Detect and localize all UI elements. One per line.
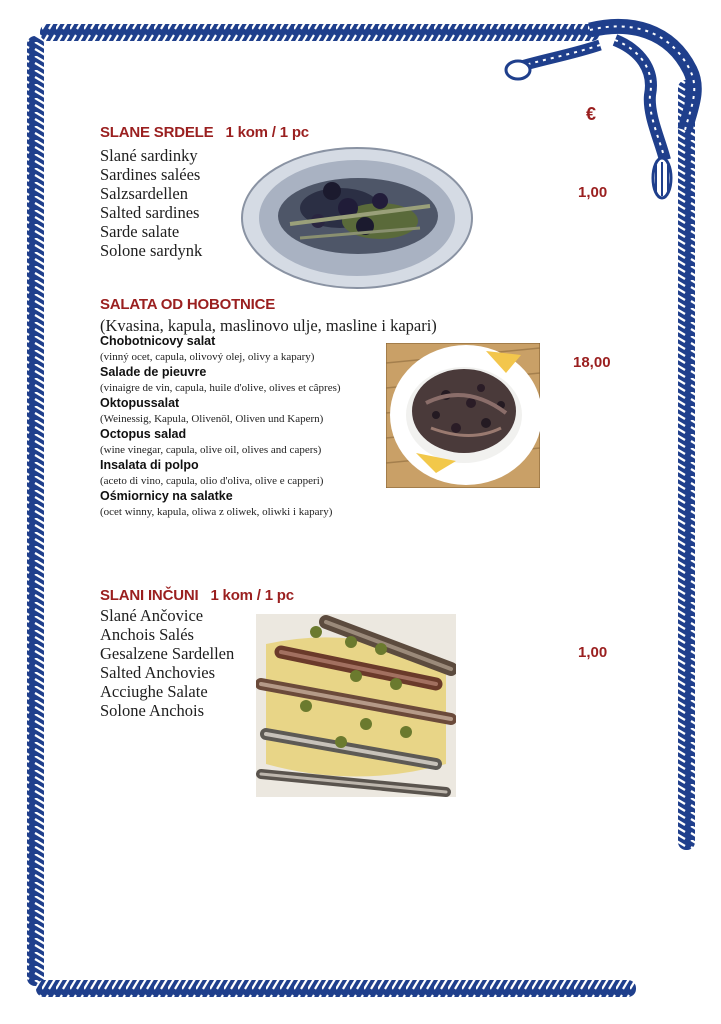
list-item: Sardines salées bbox=[100, 165, 201, 184]
list-item: Anchois Salés bbox=[100, 625, 194, 644]
octopus-item-name: Ośmiornicy na salatke bbox=[100, 489, 233, 503]
list-item: Slané sardinky bbox=[100, 146, 198, 165]
octopus-item-desc: (aceto di vino, capula, olio d'oliva, olive e capperi) bbox=[100, 475, 324, 487]
anchovies-photo bbox=[256, 614, 456, 797]
anchovies-names-list bbox=[100, 606, 234, 720]
sardines-heading bbox=[100, 124, 309, 141]
octopus-item-desc: (vinný ocet, capula, olivový olej, olivy a kapary) bbox=[100, 351, 315, 363]
octopus-ingredients: (Kvasina, kapula, maslinovo ulje, masline i kapari) bbox=[100, 316, 437, 335]
anchovies-title: SLANI INČUNI bbox=[100, 587, 199, 604]
sardines-photo bbox=[240, 146, 475, 291]
list-item: Sarde salate bbox=[100, 222, 180, 241]
octopus-item-name: Salade de pieuvre bbox=[100, 365, 207, 379]
list-item: Gesalzene Sardellen bbox=[100, 644, 235, 663]
anchovies-heading bbox=[100, 587, 294, 604]
octopus-translations-list bbox=[100, 334, 341, 520]
anchovies-price: 1,00 bbox=[578, 644, 608, 661]
octopus-item-name: Chobotnicovy salat bbox=[100, 334, 216, 348]
octopus-item-name: Insalata di polpo bbox=[100, 458, 199, 472]
sardines-names-list bbox=[100, 146, 202, 260]
list-item: Salted Anchovies bbox=[100, 663, 216, 682]
octopus-item-desc: (vinaigre de vin, capula, huile d'olive, olives et câpres) bbox=[100, 382, 341, 394]
list-item: Solone sardynk bbox=[100, 241, 203, 260]
octopus-item-desc: (wine vinegar, capula, olive oil, olives and capers) bbox=[100, 444, 322, 456]
octopus-item-name: Octopus salad bbox=[100, 427, 187, 441]
octopus-item-name: Oktopussalat bbox=[100, 396, 180, 410]
octopus-price: 18,00 bbox=[573, 354, 611, 371]
sardines-unit: 1 kom / 1 pc bbox=[225, 124, 309, 141]
octopus-photo bbox=[386, 343, 540, 488]
list-item: Salted sardines bbox=[100, 203, 200, 222]
list-item: Acciughe Salate bbox=[100, 682, 208, 701]
octopus-item-desc: (ocet winny, kapula, oliwa z oliwek, oliwki i kapary) bbox=[100, 506, 333, 518]
sardines-price: 1,00 bbox=[578, 184, 608, 201]
list-item: Salzsardellen bbox=[100, 184, 188, 203]
anchovies-unit: 1 kom / 1 pc bbox=[210, 587, 294, 604]
sardines-title: SLANE SRDELE bbox=[100, 124, 214, 141]
octopus-title: SALATA OD HOBOTNICE bbox=[100, 296, 276, 313]
octopus-item-desc: (Weinessig, Kapula, Olivenöl, Oliven und Kapern) bbox=[100, 413, 324, 425]
currency-symbol: € bbox=[586, 104, 597, 124]
list-item: Solone Anchois bbox=[100, 701, 205, 720]
list-item: Slané Ančovice bbox=[100, 606, 204, 625]
